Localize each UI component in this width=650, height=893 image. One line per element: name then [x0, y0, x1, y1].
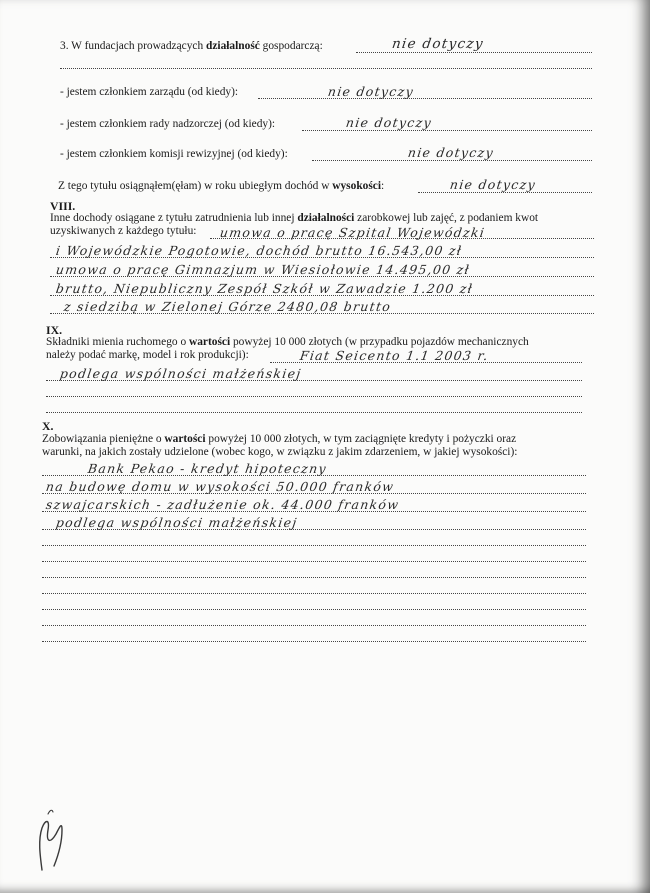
- section-8-heading: VIII.: [50, 199, 76, 213]
- item3-label: 3. W fundacjach prowadzących działalność gospodarczą:: [60, 40, 323, 52]
- income-handwritten-value: nie dotyczy: [448, 177, 538, 192]
- section-9-text-line1: Składniki mienia ruchomego o wartości powyżej 10 000 złotych (w przypadku pojazdów mechanicznych: [46, 336, 529, 348]
- section-10-handwritten-line2: na budowę domu w wysokości 50.000 franków: [44, 479, 396, 494]
- item3-handwritten-value: nie dotyczy: [390, 36, 485, 52]
- section-8-text-line1: Inne dochody osiągane z tytułu zatrudnienia lub innej działalności zarobkowej lub zajęć, z podaniem kwot: [50, 212, 539, 224]
- dotted-line: [258, 98, 592, 99]
- section-9-handwritten-line2: podlega wspólności małżeńskiej: [58, 366, 303, 381]
- section-9-heading: IX.: [46, 323, 63, 337]
- section-10-handwritten-line3: szwajcarskich - zadłużenie ok. 44.000 franków: [44, 497, 401, 512]
- board-member-label: - jestem członkiem zarządu (od kiedy):: [60, 86, 239, 98]
- supervisory-board-label: - jestem członkiem rady nadzorczej (od kiedy):: [60, 118, 276, 130]
- dotted-line: [42, 593, 586, 594]
- dotted-line: [302, 130, 592, 131]
- section-8-handwritten-line3: umowa o pracę Gimnazjum w Wiesiołowie 14.495,00 zł: [54, 262, 472, 277]
- dotted-line: [42, 561, 586, 562]
- dotted-line: [46, 396, 582, 397]
- section-10-text-line1: Zobowiązania pieniężne o wartości powyżej 10 000 złotych, w tym zaciągnięte kredyty i pożyczki oraz: [42, 433, 517, 445]
- dotted-line: [418, 192, 592, 193]
- section-10-handwritten-line1: Bank Pekao - kredyt hipoteczny: [86, 461, 328, 476]
- supervisory-board-handwritten-value: nie dotyczy: [344, 115, 434, 130]
- board-member-handwritten-value: nie dotyczy: [326, 84, 416, 99]
- section-10-handwritten-line4: podlega wspólności małżeńskiej: [54, 515, 299, 530]
- section-8-handwritten-line1: umowa o pracę Szpital Wojewódzki: [218, 225, 487, 240]
- audit-committee-label: - jestem członkiem komisji rewizyjnej (od kiedy):: [60, 148, 288, 160]
- dotted-line: [312, 160, 592, 161]
- item3-dotted-line: [356, 52, 592, 53]
- dotted-line: [46, 412, 582, 413]
- section-10-text-line2: warunki, na jakich zostały udzielone (wobec kogo, w związku z jakim zdarzeniem, w jakiej wysokości):: [42, 446, 518, 458]
- section-8-text-line2: uzyskiwanych z każdego tytułu:: [50, 225, 197, 237]
- dotted-line: [42, 577, 586, 578]
- section-9-handwritten-line1: Fiat Seicento 1.1 2003 r.: [298, 348, 490, 363]
- section-8-handwritten-line4: brutto, Niepubliczny Zespół Szkół w Zawadzie 1.200 zł: [54, 281, 475, 296]
- dotted-line: [42, 641, 586, 642]
- income-label: Z tego tytułu osiągnąłem(ęłam) w roku ubiegłym dochód w wysokości:: [58, 180, 385, 192]
- section-8-handwritten-line5: z siedzibą w Zielonej Górze 2480,08 brutto: [62, 299, 393, 314]
- section-9-text-line2: należy podać markę, model i rok produkcji):: [46, 349, 249, 361]
- audit-committee-handwritten-value: nie dotyczy: [406, 145, 496, 160]
- section-10-heading: X.: [42, 419, 54, 433]
- dotted-line: [42, 625, 586, 626]
- section-8-handwritten-line2: i Wojewódzkie Pogotowie, dochód brutto 16.543,00 zł: [54, 243, 464, 258]
- initials-signature: [28, 800, 78, 875]
- dotted-line: [42, 609, 586, 610]
- dotted-line: [42, 545, 586, 546]
- dotted-line: [60, 68, 592, 69]
